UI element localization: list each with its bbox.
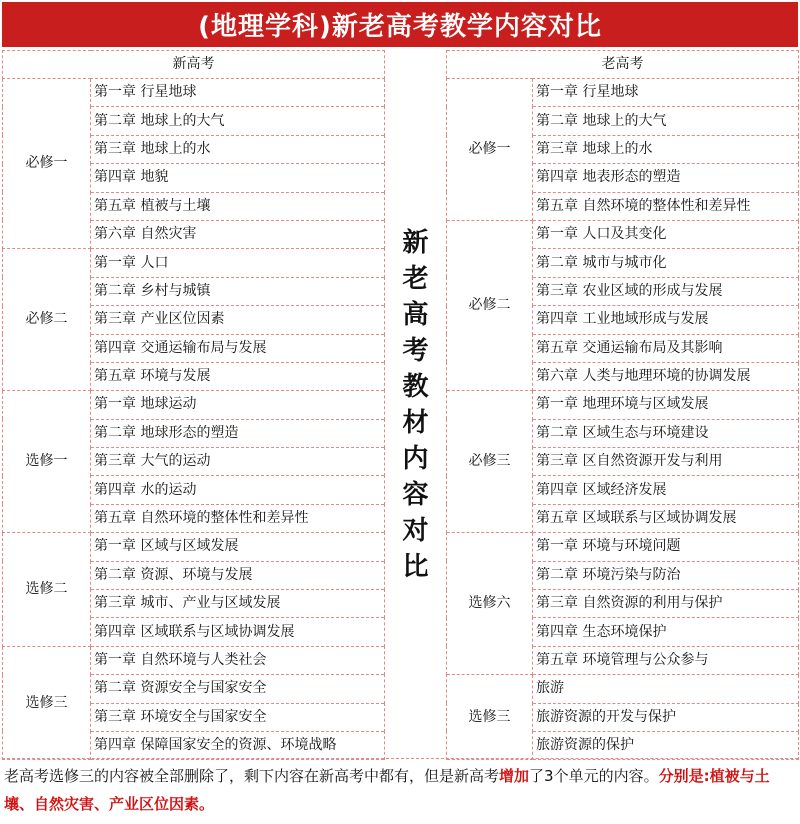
new-chapter: 第五章 植被与土壤	[91, 192, 385, 220]
new-chapter: 第三章 城市、产业与区域发展	[91, 590, 385, 618]
old-chapter: 第四章 地表形态的塑造	[533, 164, 799, 192]
summary-note	[4, 762, 796, 818]
note-text: 老高考选修三的内容被全部删除了，剩下内容在新高考中都有，但是新高考	[4, 767, 500, 785]
center-label-char: 比	[402, 552, 429, 583]
old-chapter: 第五章 环境管理与公众参与	[533, 646, 799, 674]
old-chapter: 第二章 区域生态与环境建设	[533, 419, 799, 447]
new-chapter: 第六章 自然灾害	[91, 220, 385, 248]
comparison-table	[2, 50, 799, 760]
old-module-name: 必修二	[447, 220, 533, 390]
old-chapter: 第四章 生态环境保护	[533, 618, 799, 646]
note-highlight-added: 增加	[499, 767, 530, 785]
new-chapter: 第三章 产业区位因素	[91, 306, 385, 334]
old-chapter: 第五章 交通运输布局及其影响	[533, 334, 799, 362]
old-chapter: 第三章 地球上的水	[533, 135, 799, 163]
new-chapter: 第五章 自然环境的整体性和差异性	[91, 504, 385, 532]
new-module-name: 选修一	[3, 391, 91, 533]
old-chapter: 第三章 农业区域的形成与发展	[533, 277, 799, 305]
old-module-name: 选修三	[447, 675, 533, 760]
new-chapter: 第二章 地球上的大气	[91, 107, 385, 135]
new-chapter: 第四章 区域联系与区域协调发展	[91, 618, 385, 646]
old-chapter: 第五章 自然环境的整体性和差异性	[533, 192, 799, 220]
new-chapter: 第三章 大气的运动	[91, 448, 385, 476]
new-chapter: 第二章 资源安全与国家安全	[91, 675, 385, 703]
center-label-char: 对	[402, 516, 429, 547]
page-title: (地理学科)新老高考教学内容对比	[2, 2, 798, 47]
new-module-name: 必修二	[3, 249, 91, 391]
old-chapter: 第二章 环境污染与防治	[533, 561, 799, 589]
new-chapter: 第四章 水的运动	[91, 476, 385, 504]
center-label-char: 老	[402, 264, 429, 295]
new-module-name: 必修一	[3, 79, 91, 249]
center-label-char: 新	[402, 228, 429, 259]
old-chapter: 第三章 区自然资源开发与利用	[533, 448, 799, 476]
old-chapter: 第三章 自然资源的利用与保护	[533, 590, 799, 618]
new-chapter: 第一章 自然环境与人类社会	[91, 646, 385, 674]
note-highlight-units: 分别是:植被与土壤、自然灾害、产业区位因素。	[4, 767, 770, 813]
new-chapter: 第一章 地球运动	[91, 391, 385, 419]
center-label-char: 考	[402, 336, 429, 367]
new-chapter: 第五章 环境与发展	[91, 362, 385, 390]
center-label-char: 材	[402, 408, 429, 439]
new-chapter: 第二章 资源、环境与发展	[91, 561, 385, 589]
header-new: 新高考	[3, 51, 385, 79]
new-chapter: 第一章 行星地球	[91, 79, 385, 107]
center-label-char: 容	[402, 480, 429, 511]
new-chapter: 第四章 交通运输布局与发展	[91, 334, 385, 362]
header-row	[3, 51, 799, 79]
new-chapter: 第二章 地球形态的塑造	[91, 419, 385, 447]
old-chapter: 第一章 行星地球	[533, 79, 799, 107]
old-chapter: 第二章 地球上的大气	[533, 107, 799, 135]
note-text-2: 了3个单元的内容。	[529, 767, 659, 785]
center-label-char: 教	[402, 372, 429, 403]
new-chapter: 第三章 环境安全与国家安全	[91, 703, 385, 731]
old-chapter: 第六章 人类与地理环境的协调发展	[533, 362, 799, 390]
old-chapter: 旅游资源的开发与保护	[533, 703, 799, 731]
old-chapter: 旅游	[533, 675, 799, 703]
new-module-name: 选修三	[3, 646, 91, 760]
divider	[2, 758, 798, 759]
old-chapter: 旅游资源的保护	[533, 731, 799, 759]
center-label	[385, 51, 447, 760]
center-label-char: 高	[402, 300, 429, 331]
old-module-name: 必修一	[447, 79, 533, 221]
old-chapter: 第五章 区域联系与区域协调发展	[533, 504, 799, 532]
new-chapter: 第三章 地球上的水	[91, 135, 385, 163]
center-label-char: 内	[402, 444, 429, 475]
new-chapter: 第一章 人口	[91, 249, 385, 277]
new-chapter: 第二章 乡村与城镇	[91, 277, 385, 305]
old-chapter: 第二章 城市与城市化	[533, 249, 799, 277]
header-old: 老高考	[447, 51, 799, 79]
old-chapter: 第四章 工业地域形成与发展	[533, 306, 799, 334]
new-chapter: 第四章 保障国家安全的资源、环境战略	[91, 731, 385, 759]
old-chapter: 第一章 人口及其变化	[533, 220, 799, 248]
old-module-name: 选修六	[447, 533, 533, 675]
new-chapter: 第四章 地貌	[91, 164, 385, 192]
old-chapter: 第一章 环境与环境问题	[533, 533, 799, 561]
new-chapter: 第一章 区域与区域发展	[91, 533, 385, 561]
new-module-name: 选修二	[3, 533, 91, 647]
old-chapter: 第四章 区域经济发展	[533, 476, 799, 504]
old-module-name: 必修三	[447, 391, 533, 533]
old-chapter: 第一章 地理环境与区域发展	[533, 391, 799, 419]
